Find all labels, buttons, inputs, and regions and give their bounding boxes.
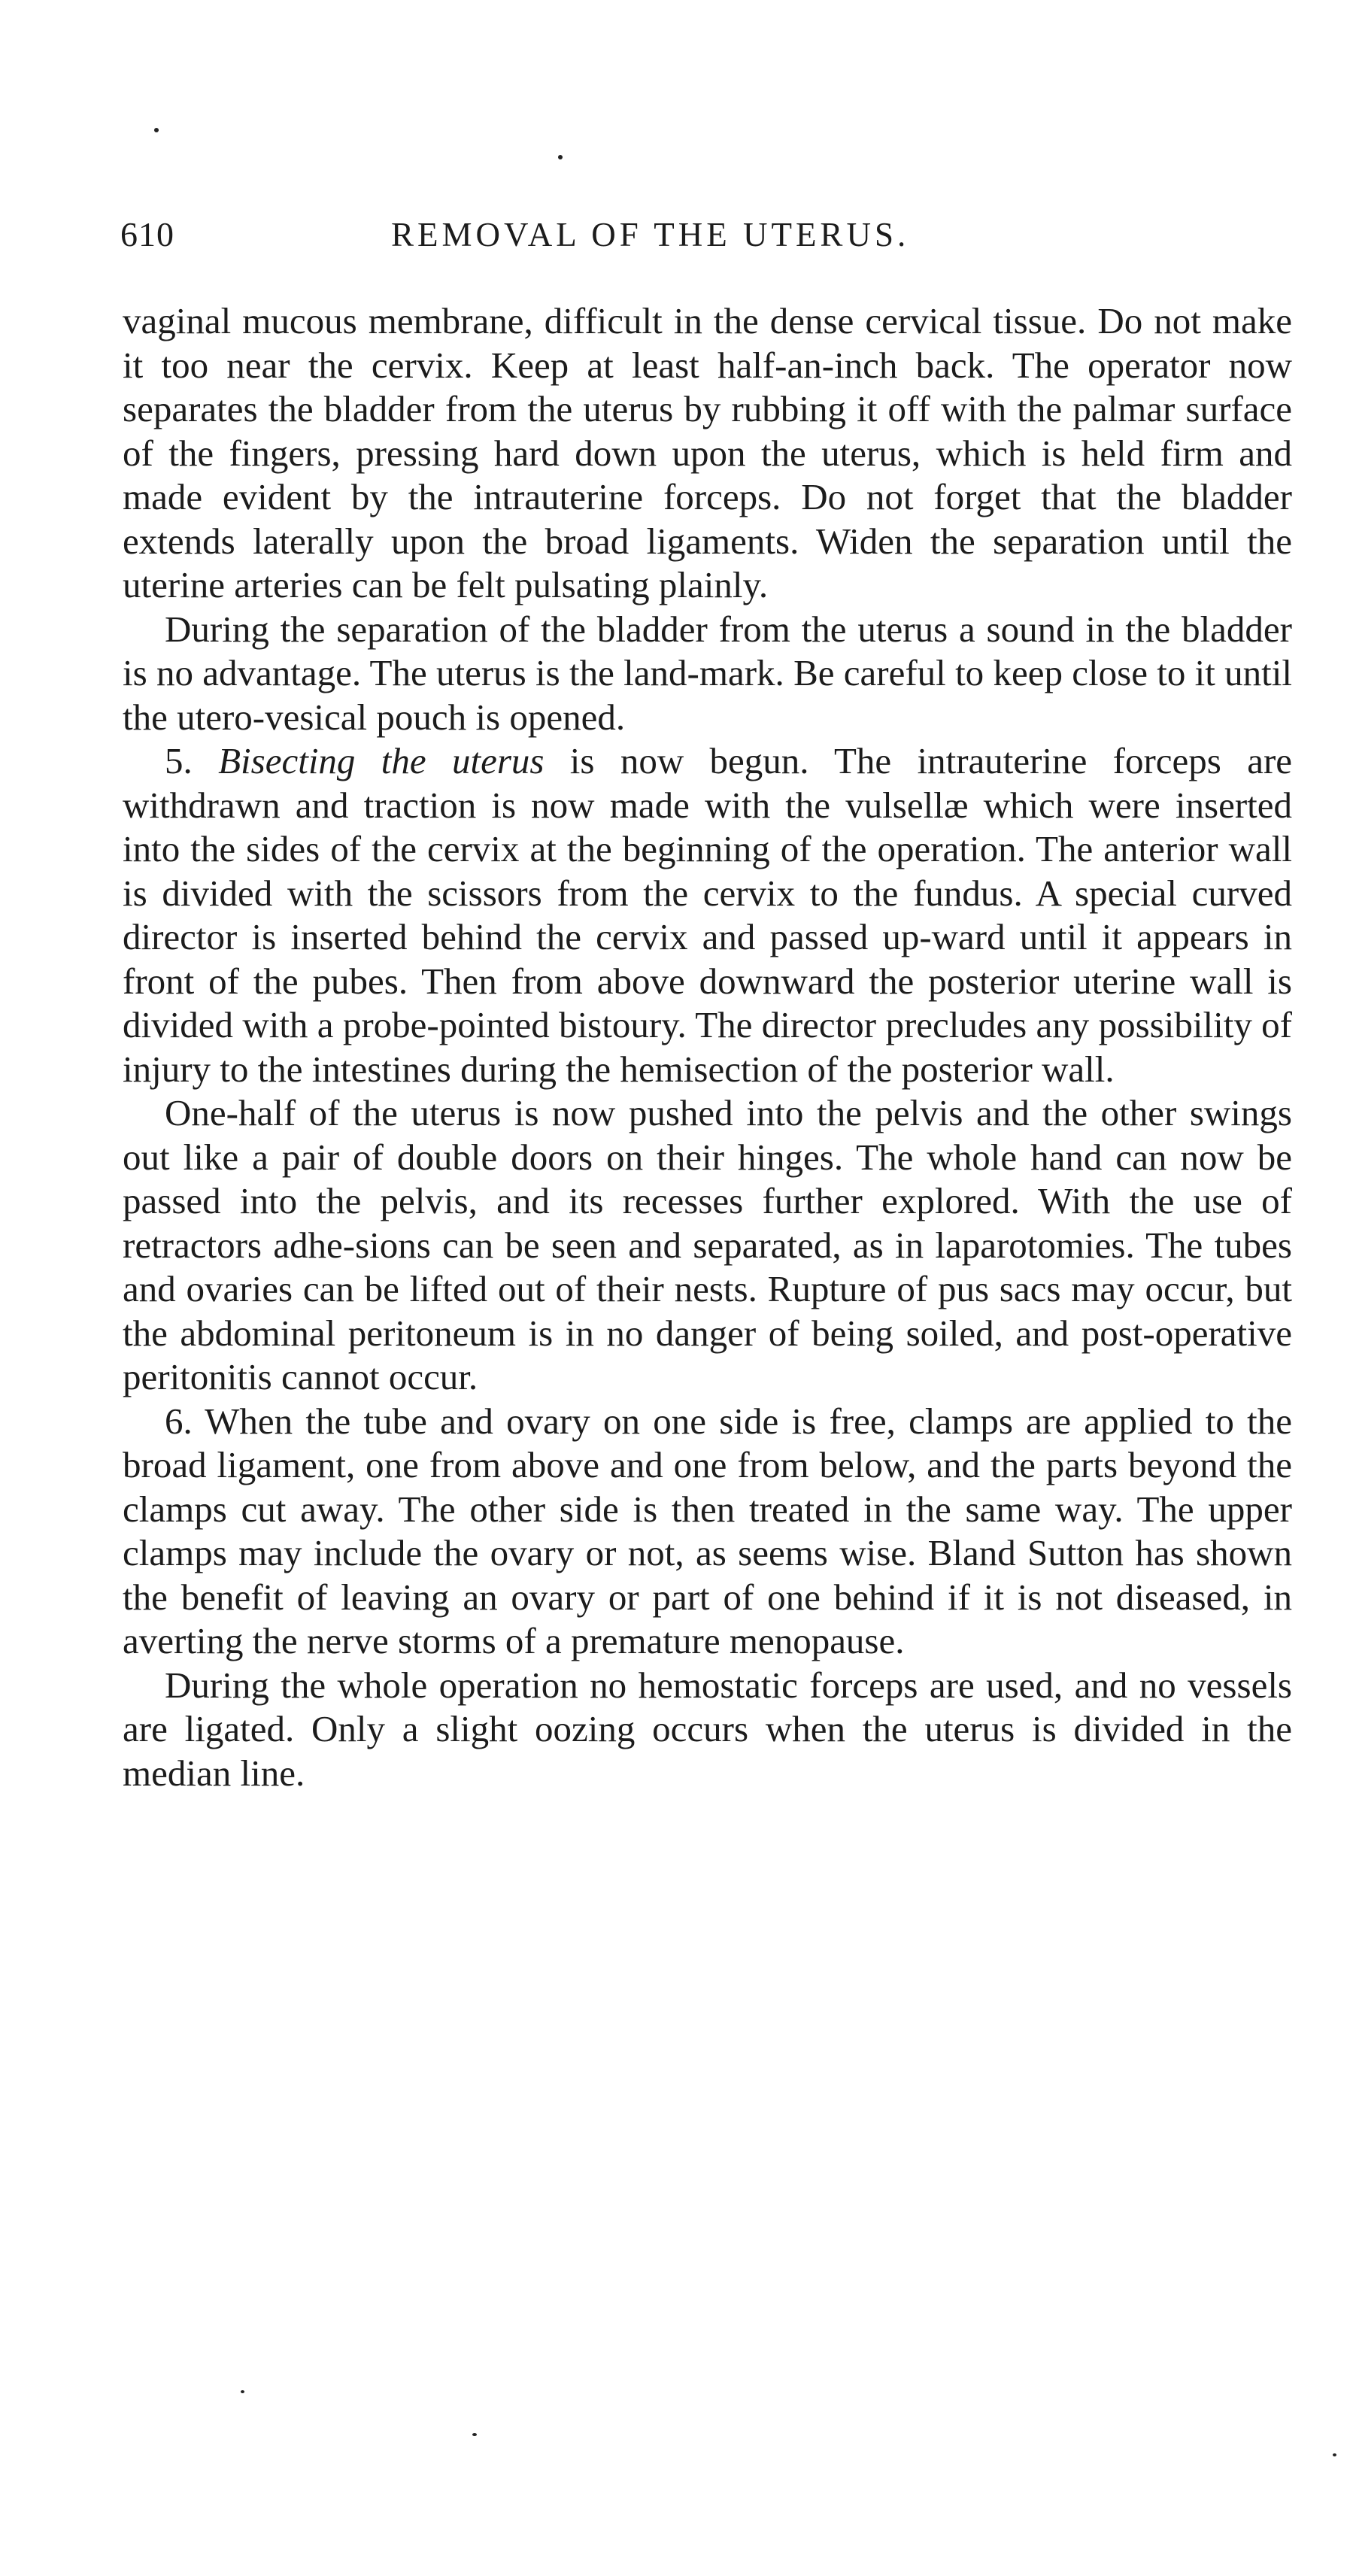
running-head: REMOVAL OF THE UTERUS. bbox=[391, 216, 910, 253]
print-speck bbox=[558, 155, 563, 159]
paragraph: 6. When the tube and ovary on one side is free, clamps are applied to the broad ligament, one from above and one from below, and the parts beyond the clamps cut away. The other side is then treated in the same way. The upper clamps may include the ovary or not, as seems wise. Bland Sutton has shown the benefit of leaving an ovary or part of one behind if it is not diseased, in averting the nerve storms of a premature menopause. bbox=[123, 1400, 1292, 1661]
page-number: 610 bbox=[120, 215, 174, 253]
body-text bbox=[123, 299, 1292, 1795]
page-header bbox=[120, 205, 1294, 265]
print-speck bbox=[472, 2433, 477, 2436]
step-heading: Bisecting the uterus bbox=[218, 740, 545, 781]
paragraph: During the whole operation no hemostatic forceps are used, and no vessels are ligated. Only a slight oozing occurs when the uterus is divided in the median line. bbox=[123, 1664, 1292, 1794]
print-speck bbox=[241, 2390, 244, 2393]
print-speck bbox=[1333, 2453, 1336, 2456]
paragraph: 5. Bisecting the uterus is now begun. The intrauterine forceps are withdrawn and traction is now made with the vulsellæ which were inserted into the sides of the cervix at the beginning of the operation. The anterior wall is divided with the scissors from the cervix to the fundus. A special curved director is inserted behind the cervix and passed up-ward until it appears in front of the pubes. Then from above downward the posterior uterine wall is divided with a probe-pointed bistoury. The director precludes any possibility of injury to the intestines during the hemisection of the posterior wall. bbox=[123, 740, 1293, 1090]
print-speck bbox=[154, 128, 159, 132]
paragraph: During the separation of the bladder from the uterus a sound in the bladder is no advantage. The uterus is the land-mark. Be careful to keep close to it until the utero-vesical pouch is opened. bbox=[123, 608, 1292, 738]
paragraph: vaginal mucous membrane, difficult in the dense cervical tissue. Do not make it too near the cervix. Keep at least half-an-inch back. The operator now separates the bladder from the uterus by rubbing it off with the palmar surface of the fingers, pressing hard down upon the uterus, which is held firm and made evident by the intrauterine forceps. Do not forget that the bladder extends laterally upon the broad ligaments. Widen the separation until the uterine arteries can be felt pulsating plainly. bbox=[123, 300, 1292, 605]
paragraph: One-half of the uterus is now pushed into the pelvis and the other swings out like a pair of double doors on their hinges. The whole hand can now be passed into the pelvis, and its recesses further explored. With the use of retractors adhe-sions can be seen and separated, as in laparotomies. The tubes and ovaries can be lifted out of their nests. Rupture of pus sacs may occur, but the abdominal peritoneum is in no danger of being soiled, and post-operative peritonitis cannot occur. bbox=[123, 1092, 1292, 1397]
